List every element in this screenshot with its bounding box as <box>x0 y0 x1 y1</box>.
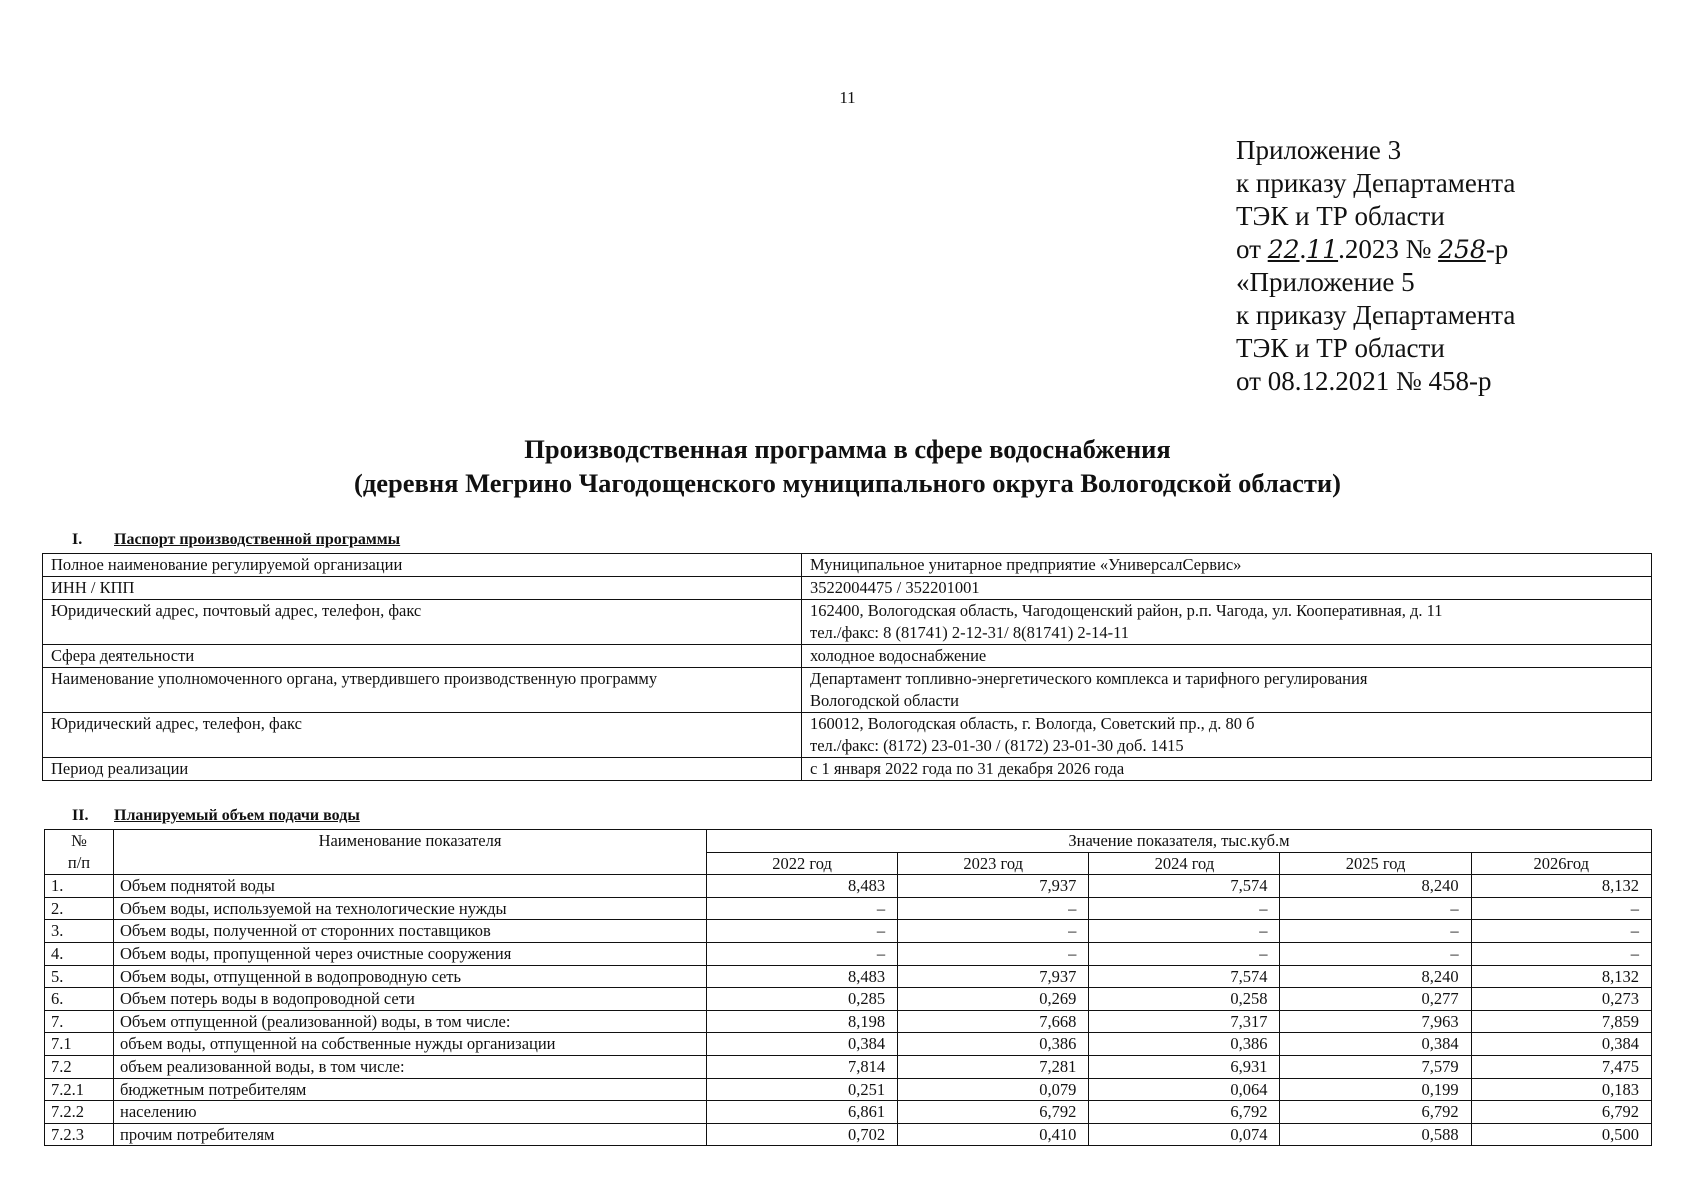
row-number: 2. <box>45 897 114 920</box>
value-cell: 0,588 <box>1280 1123 1471 1146</box>
value-cell: 0,079 <box>898 1078 1089 1101</box>
value-cell: 7,579 <box>1280 1055 1471 1078</box>
col-header-number: № п/п <box>45 830 114 875</box>
value-cell: 8,132 <box>1471 875 1651 898</box>
value-cell: – <box>1089 942 1280 965</box>
appendix-line: к приказу Департамента <box>1236 168 1516 198</box>
appendix-line: «Приложение 5 <box>1236 267 1415 297</box>
value-cell: 7,937 <box>898 875 1089 898</box>
passport-value <box>802 600 1652 645</box>
handwritten-month: 11 <box>1306 235 1339 264</box>
row-name: Объем потерь воды в водопроводной сети <box>114 988 707 1011</box>
table-row <box>45 1078 1652 1101</box>
value-cell: 8,483 <box>707 965 898 988</box>
value-cell: 7,937 <box>898 965 1089 988</box>
value-cell: – <box>707 942 898 965</box>
passport-key: Юридический адрес, почтовый адрес, телефон, факс <box>43 600 802 645</box>
value-cell: 8,198 <box>707 1010 898 1033</box>
value-cell: 6,792 <box>1280 1101 1471 1124</box>
value-cell: 7,814 <box>707 1055 898 1078</box>
handwritten-day: 22 <box>1267 235 1300 264</box>
table-row <box>45 920 1652 943</box>
value-cell: 7,281 <box>898 1055 1089 1078</box>
value-cell: 0,251 <box>707 1078 898 1101</box>
value-cell: 8,240 <box>1280 965 1471 988</box>
passport-value-line: тел./факс: 8 (81741) 2-12-31/ 8(81741) 2-14-11 <box>810 623 1130 642</box>
value-cell: – <box>898 897 1089 920</box>
passport-value-line: тел./факс: (8172) 23-01-30 / (8172) 23-01-30 доб. 1415 <box>810 736 1184 755</box>
appendix-date-line <box>1236 233 1515 266</box>
value-cell: 0,384 <box>1471 1033 1651 1056</box>
passport-value-line: 162400, Вологодская область, Чагодощенский район, р.п. Чагода, ул. Кооперативная, д. 11 <box>810 601 1443 620</box>
value-cell: 0,277 <box>1280 988 1471 1011</box>
passport-row <box>43 645 1652 668</box>
row-name: Объем отпущенной (реализованной) воды, в том числе: <box>114 1010 707 1033</box>
row-number: 7.2.3 <box>45 1123 114 1146</box>
passport-key: Полное наименование регулируемой организации <box>43 554 802 577</box>
row-number: 7. <box>45 1010 114 1033</box>
value-cell: 0,183 <box>1471 1078 1651 1101</box>
value-cell: 6,861 <box>707 1101 898 1124</box>
appendix-line: ТЭК и ТР области <box>1236 201 1445 231</box>
date-rest: .2023 № <box>1338 234 1439 264</box>
page-number: 11 <box>839 88 856 107</box>
year-header: 2023 год <box>898 852 1089 875</box>
value-cell: 0,500 <box>1471 1123 1651 1146</box>
value-cell: – <box>898 920 1089 943</box>
section-heading <box>42 531 400 549</box>
row-number: 5. <box>45 965 114 988</box>
value-cell: – <box>1471 920 1651 943</box>
appendix-line: Приложение 3 <box>1236 135 1402 165</box>
row-number: 7.2.2 <box>45 1101 114 1124</box>
passport-value-line: холодное водоснабжение <box>810 646 987 665</box>
value-cell: 8,483 <box>707 875 898 898</box>
title-line: Производственная программа в сфере водоснабжения <box>524 434 1171 464</box>
col-header-name: Наименование показателя <box>114 830 707 875</box>
table-header-row <box>45 830 1652 853</box>
appendix-block <box>1236 134 1515 398</box>
passport-value-line: Вологодской области <box>810 691 959 710</box>
year-header: 2022 год <box>707 852 898 875</box>
date-sep: . <box>1299 234 1307 264</box>
row-name: Объем воды, используемой на технологические нужды <box>114 897 707 920</box>
passport-value <box>802 713 1652 758</box>
year-header: 2024 год <box>1089 852 1280 875</box>
value-cell: 8,240 <box>1280 875 1471 898</box>
row-number: 7.2 <box>45 1055 114 1078</box>
value-cell: 0,074 <box>1089 1123 1280 1146</box>
section-heading <box>42 807 360 825</box>
value-cell: 6,792 <box>898 1101 1089 1124</box>
appendix-line: от 08.12.2021 № 458-р <box>1236 366 1492 396</box>
passport-value-line: с 1 января 2022 года по 31 декабря 2026 года <box>810 759 1125 778</box>
row-name: Объем воды, пропущенной через очистные сооружения <box>114 942 707 965</box>
value-cell: 7,574 <box>1089 875 1280 898</box>
table-row <box>45 1101 1652 1124</box>
value-cell: – <box>707 920 898 943</box>
value-cell: 0,199 <box>1280 1078 1471 1101</box>
passport-value <box>802 758 1652 781</box>
passport-row <box>43 600 1652 645</box>
value-cell: 0,258 <box>1089 988 1280 1011</box>
table-row <box>45 1033 1652 1056</box>
passport-key: Период реализации <box>43 758 802 781</box>
value-cell: 7,963 <box>1280 1010 1471 1033</box>
value-cell: 0,285 <box>707 988 898 1011</box>
section-number: I. <box>72 531 83 548</box>
date-prefix: от <box>1236 234 1268 264</box>
handwritten-order-number: 258 <box>1438 235 1486 264</box>
value-cell: 0,386 <box>1089 1033 1280 1056</box>
value-cell: – <box>898 942 1089 965</box>
row-number: 7.2.1 <box>45 1078 114 1101</box>
value-cell: 6,792 <box>1471 1101 1651 1124</box>
row-name: Объем поднятой воды <box>114 875 707 898</box>
passport-table <box>42 553 1652 781</box>
value-cell: 6,931 <box>1089 1055 1280 1078</box>
year-header: 2025 год <box>1280 852 1471 875</box>
value-cell: 0,269 <box>898 988 1089 1011</box>
value-cell: 7,668 <box>898 1010 1089 1033</box>
value-cell: 0,702 <box>707 1123 898 1146</box>
value-cell: 7,859 <box>1471 1010 1651 1033</box>
table-row <box>45 875 1652 898</box>
table-row <box>45 897 1652 920</box>
row-name: объем реализованной воды, в том числе: <box>114 1055 707 1078</box>
water-volume-table <box>44 829 1652 1146</box>
value-cell: 8,132 <box>1471 965 1651 988</box>
value-cell: 6,792 <box>1089 1101 1280 1124</box>
table-row <box>45 1010 1652 1033</box>
row-number: 3. <box>45 920 114 943</box>
section-title: Планируемый объем подачи воды <box>114 807 360 824</box>
passport-value-line: Департамент топливно-энергетического комплекса и тарифного регулирования <box>810 669 1368 688</box>
passport-value <box>802 645 1652 668</box>
passport-value-line: Муниципальное унитарное предприятие «УниверсалСервис» <box>810 555 1242 574</box>
value-cell: 0,384 <box>1280 1033 1471 1056</box>
table-row <box>45 1123 1652 1146</box>
value-cell: 7,317 <box>1089 1010 1280 1033</box>
row-name: объем воды, отпущенной на собственные нужды организации <box>114 1033 707 1056</box>
section-number: II. <box>72 807 89 824</box>
appendix-line: ТЭК и ТР области <box>1236 333 1445 363</box>
value-cell: – <box>1280 942 1471 965</box>
row-number: 7.1 <box>45 1033 114 1056</box>
order-suffix: -р <box>1485 234 1509 264</box>
passport-value-line: 160012, Вологодская область, г. Вологда, Советский пр., д. 80 б <box>810 714 1255 733</box>
value-cell: – <box>1471 942 1651 965</box>
row-number: 6. <box>45 988 114 1011</box>
passport-row <box>43 554 1652 577</box>
value-cell: – <box>1280 897 1471 920</box>
document-title <box>0 432 1695 500</box>
value-cell: 0,064 <box>1089 1078 1280 1101</box>
passport-row <box>43 758 1652 781</box>
table-row <box>45 965 1652 988</box>
col-header-values: Значение показателя, тыс.куб.м <box>707 830 1652 853</box>
row-name: прочим потребителям <box>114 1123 707 1146</box>
title-line: (деревня Мегрино Чагодощенского муниципального округа Вологодской области) <box>354 468 1341 498</box>
value-cell: 0,273 <box>1471 988 1651 1011</box>
passport-key: Сфера деятельности <box>43 645 802 668</box>
passport-value <box>802 554 1652 577</box>
value-cell: – <box>1471 897 1651 920</box>
row-number: 4. <box>45 942 114 965</box>
value-cell: 7,574 <box>1089 965 1280 988</box>
passport-row <box>43 668 1652 713</box>
value-cell: – <box>1089 897 1280 920</box>
value-cell: – <box>1280 920 1471 943</box>
value-cell: 0,386 <box>898 1033 1089 1056</box>
passport-key: Наименование уполномоченного органа, утвердившего производственную программу <box>43 668 802 713</box>
value-cell: 7,475 <box>1471 1055 1651 1078</box>
value-cell: – <box>707 897 898 920</box>
passport-row <box>43 577 1652 600</box>
row-name: населению <box>114 1101 707 1124</box>
value-cell: 0,410 <box>898 1123 1089 1146</box>
row-name: Объем воды, отпущенной в водопроводную сеть <box>114 965 707 988</box>
value-cell: – <box>1089 920 1280 943</box>
table-row <box>45 942 1652 965</box>
row-number: 1. <box>45 875 114 898</box>
row-name: бюджетным потребителям <box>114 1078 707 1101</box>
table-row <box>45 1055 1652 1078</box>
row-name: Объем воды, полученной от сторонних поставщиков <box>114 920 707 943</box>
section-title: Паспорт производственной программы <box>114 531 401 548</box>
passport-value <box>802 577 1652 600</box>
passport-value-line: 3522004475 / 352201001 <box>810 578 980 597</box>
appendix-line: к приказу Департамента <box>1236 300 1516 330</box>
passport-key: Юридический адрес, телефон, факс <box>43 713 802 758</box>
year-header: 2026год <box>1471 852 1651 875</box>
passport-row <box>43 713 1652 758</box>
value-cell: 0,384 <box>707 1033 898 1056</box>
passport-key: ИНН / КПП <box>43 577 802 600</box>
table-row <box>45 988 1652 1011</box>
passport-value <box>802 668 1652 713</box>
